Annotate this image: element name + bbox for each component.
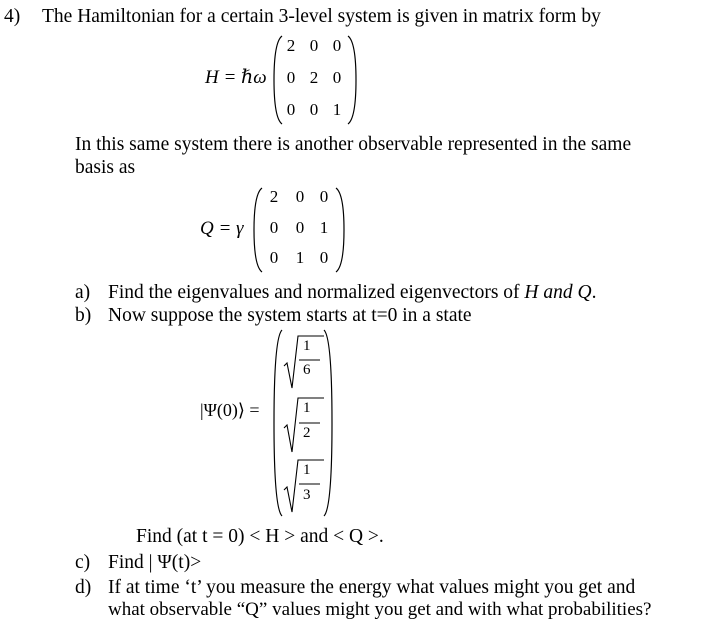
h-cell: 0 [309, 100, 319, 119]
frac-numerator: 1 [303, 400, 311, 416]
frac-numerator: 1 [303, 462, 311, 478]
q-intro-line2: basis as [75, 157, 136, 178]
frac-denominator: 6 [303, 362, 311, 378]
q-cell: 1 [295, 248, 305, 267]
q-cell: 0 [295, 218, 305, 237]
hamiltonian-matrix [272, 34, 358, 126]
psi-lhs: |Ψ(0)⟩ = [200, 400, 260, 420]
part-a-prefix: Find the eigenvalues and normalized eigenvectors of [108, 282, 525, 303]
frac-denominator: 2 [303, 425, 311, 441]
h-cell: 0 [286, 68, 296, 87]
h-cell: 2 [309, 68, 319, 87]
h-cell: 1 [332, 100, 342, 119]
q-cell: 0 [269, 218, 279, 237]
q-cell: 1 [319, 218, 329, 237]
part-c-label: c) [75, 552, 91, 573]
part-a-end: . [591, 282, 597, 303]
part-a-and: and [538, 282, 578, 303]
part-d-line1: If at time ‘t’ you measure the energy what values might you get and [108, 577, 636, 598]
part-a-label: a) [75, 282, 91, 303]
h-cell: 0 [286, 100, 296, 119]
observable-lhs: Q = γ [200, 218, 244, 239]
part-d-line2: what observable “Q” values might you get and with what probabilities? [108, 599, 652, 620]
observable-matrix [252, 186, 348, 274]
q-cell: 0 [295, 187, 305, 206]
q-cell: 0 [319, 187, 329, 206]
expectation-line: Find (at t = 0) < H > and < Q >. [136, 526, 384, 547]
q-intro-line1: In this same system there is another observable represented in the same [75, 134, 632, 155]
part-a-q: Q [577, 282, 592, 303]
h-cell: 0 [309, 36, 319, 55]
h-cell: 0 [332, 68, 342, 87]
part-b-label: b) [75, 305, 92, 326]
part-a-text [108, 282, 596, 304]
h-cell: 0 [332, 36, 342, 55]
problem-intro: The Hamiltonian for a certain 3-level system is given in matrix form by [42, 6, 601, 27]
frac-denominator: 3 [303, 487, 311, 503]
state-vector [272, 328, 334, 518]
frac-numerator: 1 [303, 338, 311, 354]
part-b-text: Now suppose the system starts at t=0 in a state [108, 305, 472, 326]
q-cell: 2 [269, 187, 279, 206]
h-cell: 2 [286, 36, 296, 55]
problem-number: 4) [4, 6, 21, 27]
part-a-h: H [524, 282, 539, 303]
q-cell: 0 [319, 248, 329, 267]
part-d-label: d) [75, 577, 92, 598]
hamiltonian-lhs: H = ℏω [205, 67, 267, 88]
q-cell: 0 [269, 248, 279, 267]
part-c-text: Find | Ψ(t)> [108, 552, 202, 573]
